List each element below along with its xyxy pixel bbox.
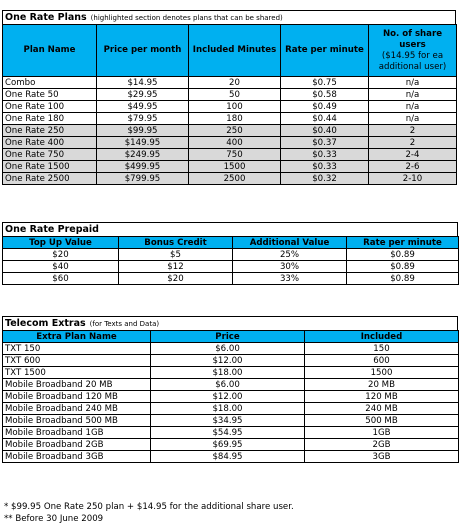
table-cell-users: 2-6 <box>369 161 457 173</box>
one-rate-plans-table <box>2 24 457 185</box>
table-cell-name: One Rate 750 <box>3 149 97 161</box>
table-cell-price: $799.95 <box>97 173 189 185</box>
table-cell-price: $499.95 <box>97 161 189 173</box>
table-cell-price: $149.95 <box>97 137 189 149</box>
table-cell-included: 120 MB <box>305 391 459 403</box>
table-cell-name: Mobile Broadband 20 MB <box>3 379 151 391</box>
table-cell-price: $99.95 <box>97 125 189 137</box>
table-cell-rate: $0.49 <box>281 101 369 113</box>
table-cell-users: 2-10 <box>369 173 457 185</box>
column-header: Price <box>151 331 305 343</box>
table-cell-users: n/a <box>369 113 457 125</box>
table-cell-included: 240 MB <box>305 403 459 415</box>
table-cell-bonus: $12 <box>119 261 233 273</box>
table-cell-rate: $0.44 <box>281 113 369 125</box>
table-header-row <box>3 25 457 77</box>
table-cell-bonus: $5 <box>119 249 233 261</box>
table-row <box>3 149 457 161</box>
table-cell-name: One Rate 250 <box>3 125 97 137</box>
table-cell-users: n/a <box>369 101 457 113</box>
table-cell-name: One Rate 400 <box>3 137 97 149</box>
table-cell-topup: $60 <box>3 273 119 285</box>
footnote-date: ** Before 30 June 2009 <box>4 514 104 524</box>
section-subtitle: (for Texts and Data) <box>89 320 160 328</box>
table-cell-topup: $20 <box>3 249 119 261</box>
table-cell-rate: $0.89 <box>347 249 459 261</box>
footnote-share-user: * $99.95 One Rate 250 plan + $14.95 for the additional share user. <box>4 502 294 512</box>
table-cell-price: $249.95 <box>97 149 189 161</box>
table-row <box>3 101 457 113</box>
table-row <box>3 77 457 89</box>
table-row <box>3 355 459 367</box>
table-row <box>3 161 457 173</box>
table-cell-included: 150 <box>305 343 459 355</box>
table-cell-name: Mobile Broadband 1GB <box>3 427 151 439</box>
table-header-row <box>3 237 459 249</box>
table-cell-additional: 25% <box>233 249 347 261</box>
table-cell-rate: $0.58 <box>281 89 369 101</box>
column-header-share-users <box>369 25 457 77</box>
table-cell-name: Mobile Broadband 500 MB <box>3 415 151 427</box>
table-cell-price: $79.95 <box>97 113 189 125</box>
table-cell-name: Mobile Broadband 3GB <box>3 451 151 463</box>
column-header: Included Minutes <box>189 25 281 77</box>
table-cell-rate: $0.40 <box>281 125 369 137</box>
table-cell-minutes: 250 <box>189 125 281 137</box>
table-cell-additional: 30% <box>233 261 347 273</box>
share-user-note: ($14.95 for ea additional user) <box>378 50 447 72</box>
table-cell-name: One Rate 50 <box>3 89 97 101</box>
table-cell-minutes: 20 <box>189 77 281 89</box>
table-cell-minutes: 50 <box>189 89 281 101</box>
table-cell-name: TXT 150 <box>3 343 151 355</box>
table-cell-name: Mobile Broadband 240 MB <box>3 403 151 415</box>
telecom-extras-title <box>2 316 458 330</box>
table-row <box>3 403 459 415</box>
table-cell-users: n/a <box>369 77 457 89</box>
table-cell-price: $29.95 <box>97 89 189 101</box>
table-row <box>3 273 459 285</box>
table-row <box>3 391 459 403</box>
table-cell-name: TXT 1500 <box>3 367 151 379</box>
table-cell-included: 500 MB <box>305 415 459 427</box>
table-row <box>3 173 457 185</box>
table-row <box>3 367 459 379</box>
table-cell-price: $34.95 <box>151 415 305 427</box>
table-cell-name: Mobile Broadband 2GB <box>3 439 151 451</box>
column-header: Extra Plan Name <box>3 331 151 343</box>
column-header: Additional Value <box>233 237 347 249</box>
table-cell-users: 2 <box>369 125 457 137</box>
table-row <box>3 379 459 391</box>
table-cell-price: $12.00 <box>151 355 305 367</box>
table-cell-included: 1500 <box>305 367 459 379</box>
one-rate-plans-title <box>2 10 456 24</box>
one-rate-prepaid-title <box>2 222 458 236</box>
table-cell-price: $49.95 <box>97 101 189 113</box>
table-cell-price: $12.00 <box>151 391 305 403</box>
table-row <box>3 249 459 261</box>
table-cell-minutes: 180 <box>189 113 281 125</box>
telecom-extras-section <box>2 316 459 463</box>
table-cell-name: TXT 600 <box>3 355 151 367</box>
table-cell-name: One Rate 100 <box>3 101 97 113</box>
section-title-text: One Rate Prepaid <box>5 224 99 235</box>
footnotes <box>4 501 294 525</box>
table-cell-rate: $0.89 <box>347 273 459 285</box>
table-cell-included: 3GB <box>305 451 459 463</box>
table-cell-minutes: 750 <box>189 149 281 161</box>
table-cell-minutes: 2500 <box>189 173 281 185</box>
column-header: Bonus Credit <box>119 237 233 249</box>
table-cell-name: One Rate 180 <box>3 113 97 125</box>
table-cell-additional: 33% <box>233 273 347 285</box>
table-cell-minutes: 100 <box>189 101 281 113</box>
table-cell-price: $18.00 <box>151 367 305 379</box>
table-row <box>3 439 459 451</box>
table-cell-name: Mobile Broadband 120 MB <box>3 391 151 403</box>
table-cell-rate: $0.33 <box>281 149 369 161</box>
table-cell-included: 20 MB <box>305 379 459 391</box>
section-subtitle: (highlighted section denotes plans that can be shared) <box>90 14 283 22</box>
table-cell-rate: $0.75 <box>281 77 369 89</box>
table-cell-users: 2-4 <box>369 149 457 161</box>
table-cell-price: $54.95 <box>151 427 305 439</box>
column-header-text: No. of share users <box>382 28 443 50</box>
table-cell-price: $14.95 <box>97 77 189 89</box>
table-row <box>3 415 459 427</box>
table-cell-minutes: 400 <box>189 137 281 149</box>
table-cell-users: n/a <box>369 89 457 101</box>
one-rate-prepaid-section <box>2 222 459 285</box>
column-header: Top Up Value <box>3 237 119 249</box>
table-cell-minutes: 1500 <box>189 161 281 173</box>
table-cell-price: $84.95 <box>151 451 305 463</box>
table-cell-price: $6.00 <box>151 343 305 355</box>
table-row <box>3 451 459 463</box>
table-row <box>3 343 459 355</box>
column-header: Rate per minute <box>347 237 459 249</box>
section-title-text: One Rate Plans <box>5 12 87 23</box>
table-cell-bonus: $20 <box>119 273 233 285</box>
column-header: Price per month <box>97 25 189 77</box>
table-cell-rate: $0.33 <box>281 161 369 173</box>
table-cell-price: $69.95 <box>151 439 305 451</box>
table-cell-name: One Rate 2500 <box>3 173 97 185</box>
column-header: Rate per minute <box>281 25 369 77</box>
table-cell-name: One Rate 1500 <box>3 161 97 173</box>
table-row <box>3 89 457 101</box>
table-row <box>3 113 457 125</box>
table-row <box>3 261 459 273</box>
table-cell-rate: $0.32 <box>281 173 369 185</box>
column-header: Plan Name <box>3 25 97 77</box>
table-cell-price: $6.00 <box>151 379 305 391</box>
table-cell-topup: $40 <box>3 261 119 273</box>
table-cell-rate: $0.89 <box>347 261 459 273</box>
section-title-text: Telecom Extras <box>5 318 86 329</box>
table-cell-price: $18.00 <box>151 403 305 415</box>
table-cell-name: Combo <box>3 77 97 89</box>
one-rate-prepaid-table <box>2 236 459 285</box>
table-cell-included: 600 <box>305 355 459 367</box>
telecom-extras-table <box>2 330 459 463</box>
table-cell-rate: $0.37 <box>281 137 369 149</box>
table-cell-included: 1GB <box>305 427 459 439</box>
one-rate-plans-section <box>2 10 457 185</box>
table-row <box>3 427 459 439</box>
table-header-row <box>3 331 459 343</box>
table-cell-users: 2 <box>369 137 457 149</box>
table-row <box>3 137 457 149</box>
table-cell-included: 2GB <box>305 439 459 451</box>
table-row <box>3 125 457 137</box>
column-header: Included <box>305 331 459 343</box>
